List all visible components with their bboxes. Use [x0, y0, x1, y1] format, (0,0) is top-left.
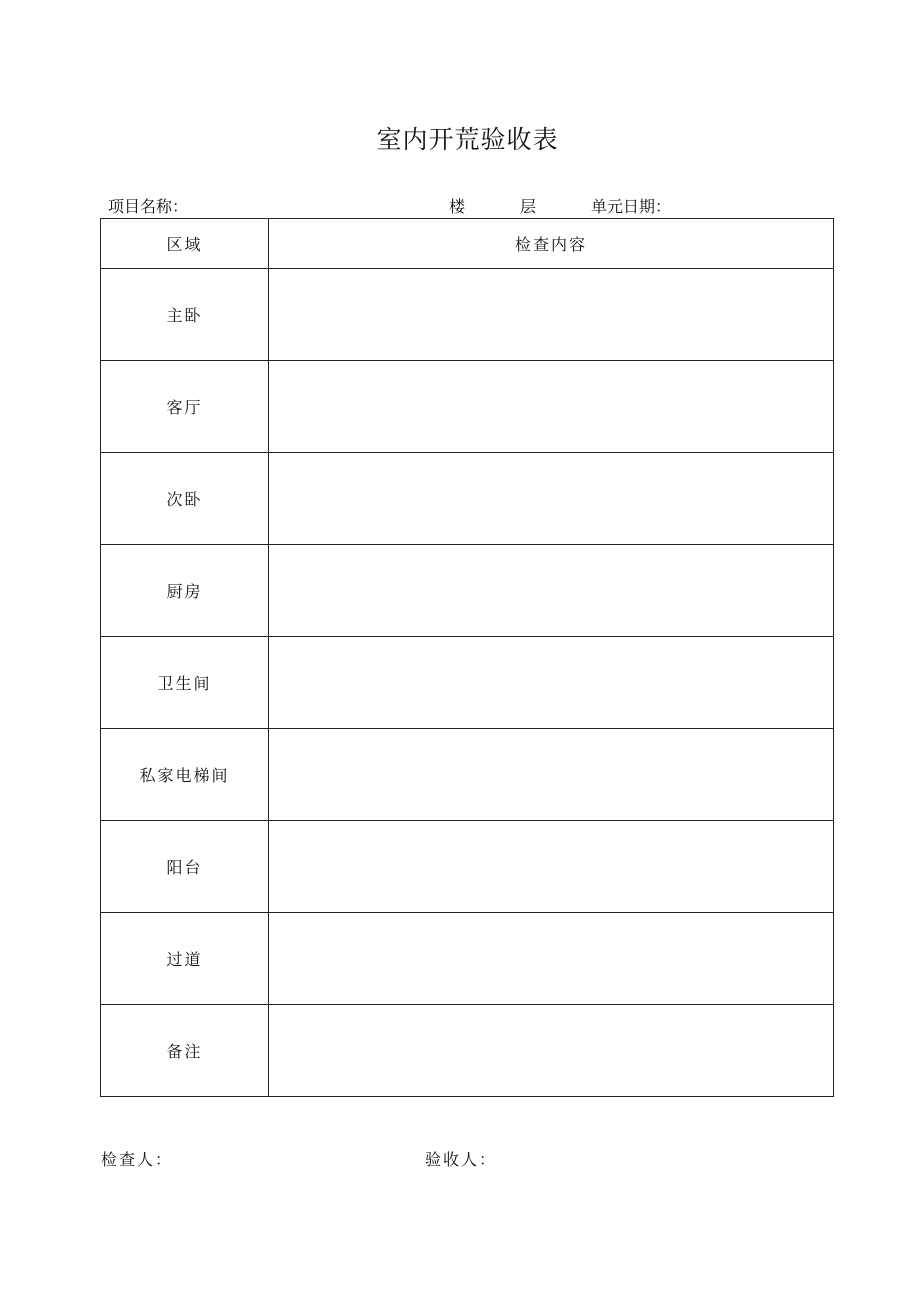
content-cell[interactable] [269, 1005, 834, 1097]
building-suffix: 楼 [449, 197, 466, 216]
acceptor-signature-label: 验收人： [425, 1150, 498, 1169]
content-cell[interactable] [269, 913, 834, 1005]
page-title: 室内开荒验收表 [376, 125, 559, 154]
project-name-label: 项目名称： [108, 197, 189, 216]
content-cell[interactable] [269, 361, 834, 453]
content-cell[interactable] [269, 453, 834, 545]
content-cell[interactable] [269, 821, 834, 913]
content-cell[interactable] [269, 269, 834, 361]
area-cell: 备注 [101, 1005, 269, 1097]
header-area: 区域 [101, 219, 269, 269]
table-row [101, 453, 834, 545]
area-cell: 厨房 [101, 545, 269, 637]
area-cell: 卫生间 [101, 637, 269, 729]
area-cell: 过道 [101, 913, 269, 1005]
table-row [101, 821, 834, 913]
header-content: 检查内容 [269, 219, 834, 269]
unit-blank[interactable] [536, 200, 591, 219]
table-row [101, 361, 834, 453]
unit-date-label: 单元日期： [591, 197, 672, 216]
area-cell: 客厅 [101, 361, 269, 453]
area-cell: 私家电梯间 [101, 729, 269, 821]
area-cell: 次卧 [101, 453, 269, 545]
table-row [101, 1005, 834, 1097]
table-row [101, 637, 834, 729]
inspector-signature-label: 检查人： [101, 1150, 174, 1169]
building-blank[interactable] [394, 200, 449, 219]
location-date-line [394, 195, 811, 219]
floor-suffix: 层 [520, 197, 537, 216]
table-row [101, 545, 834, 637]
table-header-row [101, 219, 834, 269]
area-cell: 主卧 [101, 269, 269, 361]
content-cell[interactable] [269, 637, 834, 729]
table-row [101, 913, 834, 1005]
area-cell: 阳台 [101, 821, 269, 913]
content-cell[interactable] [269, 729, 834, 821]
date-blank[interactable] [681, 200, 811, 219]
floor-blank[interactable] [465, 200, 520, 219]
content-cell[interactable] [269, 545, 834, 637]
table-row [101, 729, 834, 821]
inspection-table [100, 218, 834, 1097]
table-row [101, 269, 834, 361]
